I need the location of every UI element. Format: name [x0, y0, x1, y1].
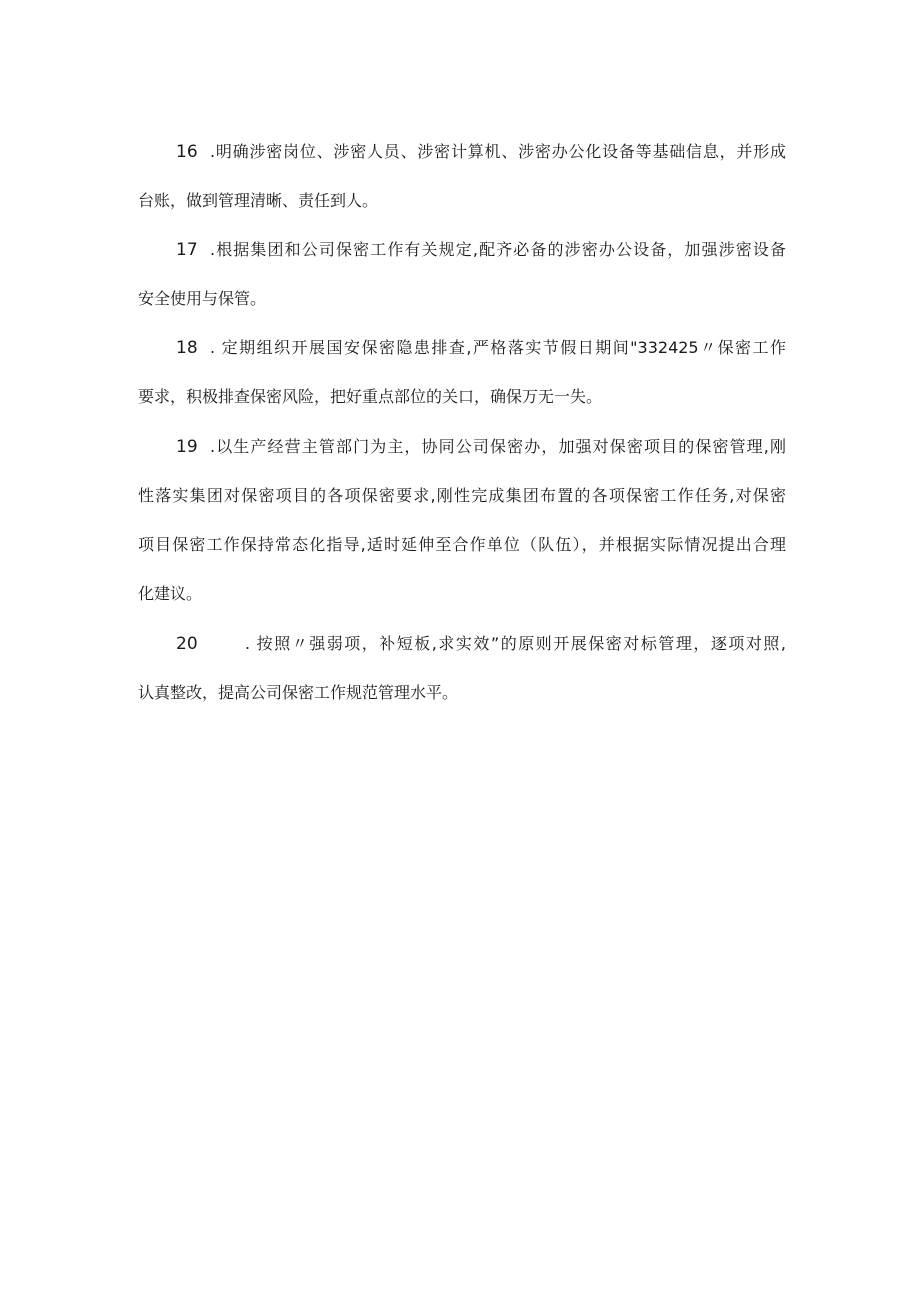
item-19-line-2: 性落实集团对保密项目的各项保密要求,刚性完成集团布置的各项保密工作任务,对保密: [138, 486, 786, 505]
item-17-line-1: .根据集团和公司保密工作有关规定,配齐必备的涉密办公设备，加强涉密设备: [210, 240, 786, 259]
item-19-line-4: 化建议。: [138, 584, 203, 603]
item-19-number: 19: [176, 437, 198, 457]
item-20-line-2: 认真整改，提高公司保密工作规范管理水平。: [138, 683, 459, 702]
item-19-line-3: 项目保密工作保持常态化指导,适时延伸至合作单位（队伍），并根据实际情况提出合理: [138, 535, 786, 554]
item-16-line-2: 台账，做到管理清晰、责任到人。: [138, 191, 379, 210]
item-20-number: 20: [176, 634, 198, 654]
item-17-number: 17: [176, 240, 198, 260]
item-16-number: 16: [176, 142, 198, 162]
item-18-line-2: 要求，积极排查保密风险，把好重点部位的关口，确保万无一失。: [138, 387, 603, 406]
item-19-line-1: .以生产经营主管部门为主，协同公司保密办，加强对保密项目的保密管理,刚: [210, 437, 786, 456]
item-17-line-2: 安全使用与保管。: [138, 289, 267, 308]
item-18-line-1: . 定期组织开展国安保密隐患排查,严格落实节假日期间"332425〃保密工作: [210, 338, 786, 357]
item-16-line-1: .明确涉密岗位、涉密人员、涉密计算机、涉密办公化设备等基础信息，并形成: [210, 142, 786, 161]
item-20-line-1: . 按照〃强弱项，补短板,求实效”的原则开展保密对标管理，逐项对照,: [245, 634, 786, 653]
item-18-number: 18: [176, 338, 198, 358]
